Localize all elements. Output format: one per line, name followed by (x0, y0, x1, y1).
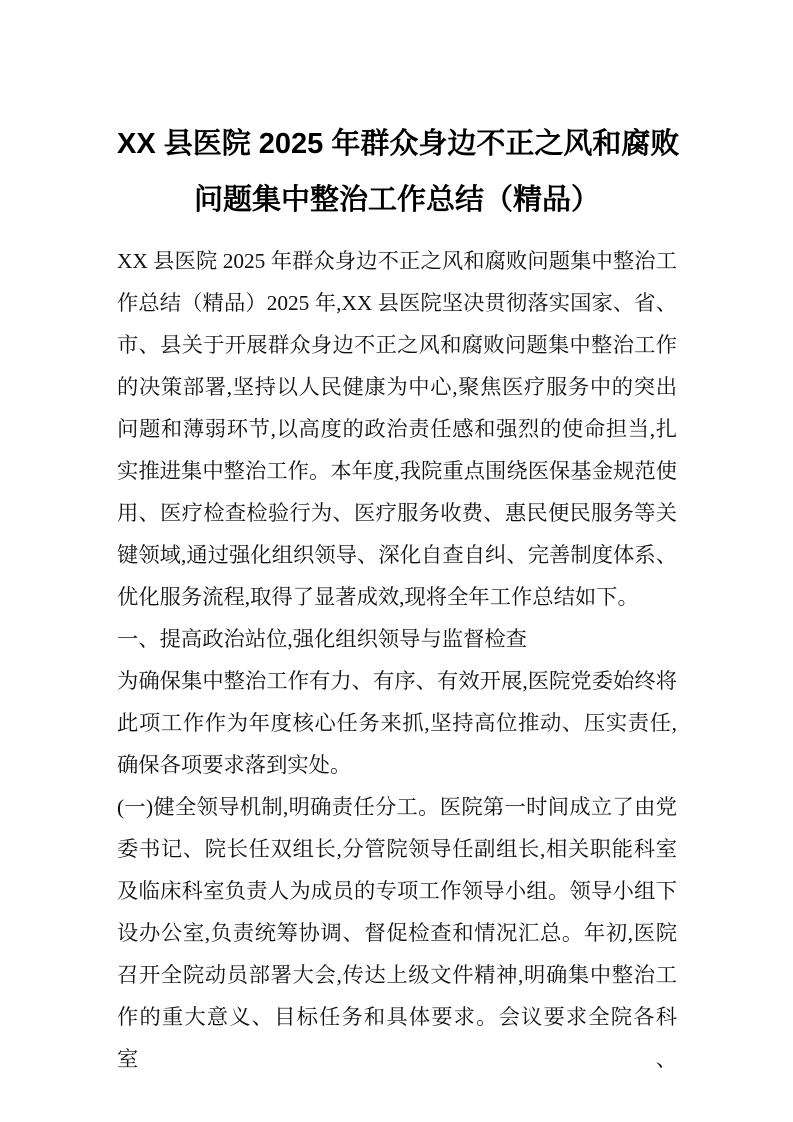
body-line: 作总结（精品）2025 年,XX 县医院坚决贯彻落实国家、省、 (117, 291, 677, 315)
body-line: 委书记、院长任双组长,分管院领导任副组长,相关职能科室 (117, 837, 677, 861)
paragraph-subsection-1 (117, 786, 677, 1080)
body-line: 确保各项要求落到实处。 (117, 753, 352, 777)
document-body (117, 240, 677, 1080)
document-title (117, 116, 680, 228)
body-line: 键领域,通过强化组织领导、深化自查自纠、完善制度体系、 (117, 543, 677, 567)
paragraph-section-1-intro (117, 660, 677, 786)
body-line: 此项工作作为年度核心任务来抓,坚持高位推动、压实责任, (117, 711, 677, 735)
body-line: 及临床科室负责人为成员的专项工作领导小组。领导小组下 (117, 879, 677, 903)
title-line-1: XX 县医院 2025 年群众身边不正之风和腐败 (117, 128, 680, 160)
body-line: 的决策部署,坚持以人民健康为中心,聚焦医疗服务中的突出 (117, 375, 677, 399)
body-line: 作的重大意义、目标任务和具体要求。会议要求全院各科室、 (117, 1005, 677, 1071)
paragraph-intro (117, 240, 677, 618)
body-line: 为确保集中整治工作有力、有序、有效开展,医院党委始终将 (117, 669, 677, 693)
title-line-2: 问题集中整治工作总结（精品） (193, 184, 600, 216)
body-line: 实推进集中整治工作。本年度,我院重点围绕医保基金规范使 (117, 459, 677, 483)
body-line: 召开全院动员部署大会,传达上级文件精神,明确集中整治工 (117, 963, 677, 987)
section-heading-line: 一、提高政治站位,强化组织领导与监督检查 (117, 627, 527, 651)
body-line: 设办公室,负责统筹协调、督促检查和情况汇总。年初,医院 (117, 921, 677, 945)
body-line: 市、县关于开展群众身边不正之风和腐败问题集中整治工作 (117, 333, 677, 357)
section-heading-1 (117, 618, 677, 660)
body-line: XX 县医院 2025 年群众身边不正之风和腐败问题集中整治工 (117, 249, 677, 273)
body-line: 问题和薄弱环节,以高度的政治责任感和强烈的使命担当,扎 (117, 417, 677, 441)
body-line: 用、医疗检查检验行为、医疗服务收费、惠民便民服务等关 (117, 501, 677, 525)
body-line: 优化服务流程,取得了显著成效,现将全年工作总结如下。 (117, 585, 639, 609)
body-line: (一)健全领导机制,明确责任分工。医院第一时间成立了由党 (117, 795, 677, 819)
